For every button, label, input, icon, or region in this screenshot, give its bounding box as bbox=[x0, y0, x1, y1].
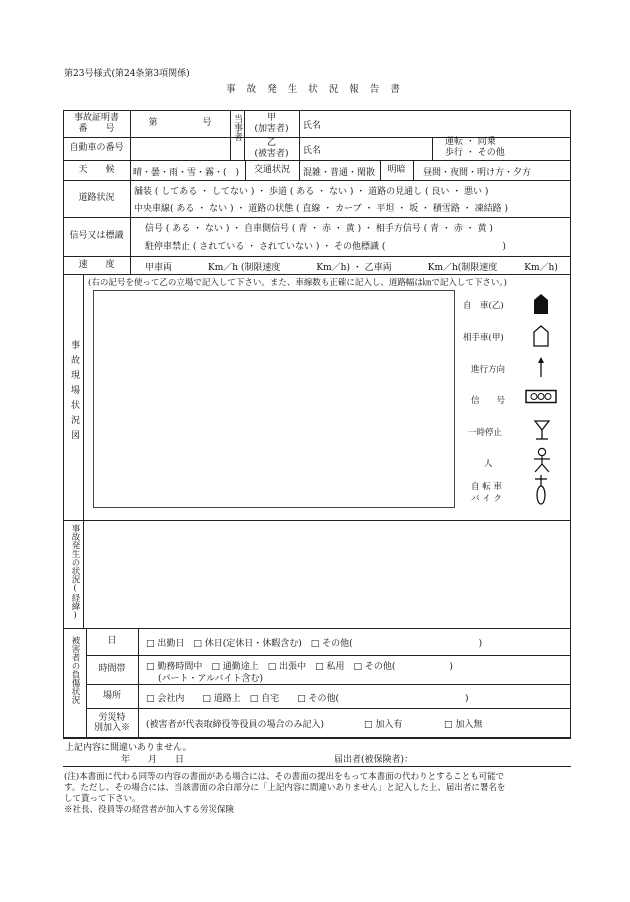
scene-instruction: (右の記号を使って乙の立場で記入して下さい。また、車線数も正確に記入し、道路幅は㎞で記入して下さい。) bbox=[88, 278, 507, 288]
speed-fields[interactable]: 甲車両 Km／h (制限速度 Km／h) ・ 乙車両 Km／h(制限速度 Km／h) bbox=[145, 263, 558, 273]
signal-line1[interactable]: 信号 ( ある ・ ない ) ・ 自車側信号 ( 青 ・ 赤 ・ 黄 ) ・ 相手方信号 ( 青 ・ 赤 ・ 黄 ) bbox=[145, 224, 493, 234]
party-b-line1: 乙 bbox=[266, 138, 276, 149]
party-b-label bbox=[244, 137, 299, 160]
party-b-role-line1: 運転 ・ 同乗 bbox=[445, 137, 496, 147]
light-label: 明暗 bbox=[387, 164, 406, 175]
insurance-yes-checkbox[interactable]: □ 加入有 bbox=[364, 720, 403, 730]
place-options[interactable]: □ 会社内 □ 道路上 □ 自宅 □ その他( ) bbox=[146, 694, 469, 704]
signal-label: 信号又は標識 bbox=[69, 231, 124, 242]
legend-other-car-label: 相手車(甲) bbox=[463, 333, 504, 343]
declaration-text: 上記内容に間違いありません。 bbox=[65, 743, 192, 753]
person-icon bbox=[532, 447, 552, 473]
road-line2[interactable]: 中央車線( ある ・ ない ) ・ 道路の状態 ( 直線 ・ カーブ ・ 平坦 ・ 坂 ・ 積雪路 ・ 凍結路 ) bbox=[134, 204, 508, 214]
row-divider bbox=[63, 274, 571, 275]
party-a-name-label: 氏名 bbox=[303, 121, 322, 131]
car-number-field[interactable] bbox=[131, 138, 229, 159]
party-b-name-label: 氏名 bbox=[303, 146, 322, 156]
victim-group-label: 被害者の負傷状況 bbox=[70, 636, 80, 704]
time-options[interactable]: □ 勤務時間中 □ 通勤途上 □ 出張中 □ 私用 □ その他( ) bbox=[146, 662, 453, 672]
traffic-signal-icon bbox=[525, 389, 557, 405]
insurance-note: (被害者が代表取締役等役員の場合のみ記入) bbox=[146, 720, 325, 730]
party-a-name-field[interactable] bbox=[330, 111, 568, 136]
circumstance-label: 事故発生の状況(経緯) bbox=[70, 524, 80, 621]
legend-own-car-label: 自 車(乙) bbox=[463, 301, 504, 311]
legend-signal-label: 信 号 bbox=[471, 396, 506, 406]
party-a-line2: (加害者) bbox=[254, 123, 289, 134]
row-divider bbox=[86, 708, 571, 709]
applicant-signature-field[interactable] bbox=[425, 746, 565, 764]
col-divider bbox=[83, 274, 84, 628]
row-divider bbox=[63, 628, 571, 629]
row-divider bbox=[63, 160, 571, 161]
light-options[interactable]: 昼間・夜間・明け方・夕方 bbox=[423, 168, 532, 178]
certificate-number-field[interactable]: 第 号 bbox=[148, 118, 212, 129]
own-car-icon bbox=[533, 293, 549, 315]
col-divider bbox=[138, 628, 139, 738]
row-divider bbox=[86, 684, 571, 685]
legend-bicycle-label bbox=[471, 481, 502, 505]
certificate-label bbox=[63, 110, 130, 137]
legend-stop-label: 一時停止 bbox=[468, 428, 503, 438]
party-b-role-line2: 歩行 ・ その他 bbox=[445, 148, 505, 158]
other-car-icon bbox=[533, 325, 549, 347]
traffic-options[interactable]: 混雑・普通・閑散 bbox=[303, 168, 376, 178]
row-divider bbox=[63, 766, 571, 767]
party-b-role[interactable] bbox=[445, 137, 505, 159]
certificate-label-line2: 番 号 bbox=[78, 123, 115, 134]
car-number-label: 自動車の番号 bbox=[69, 143, 124, 154]
party-a-line1: 甲 bbox=[266, 113, 276, 124]
note-line: ※社長、役員等の経営者が加入する労災保険 bbox=[64, 805, 235, 815]
col-divider bbox=[413, 160, 414, 180]
place-label: 場所 bbox=[102, 690, 121, 701]
page-title: 事 故 発 生 状 況 報 告 書 bbox=[226, 84, 404, 95]
traffic-label: 交通状況 bbox=[253, 164, 290, 175]
insurance-label-line2: 別加入※ bbox=[93, 723, 130, 733]
day-options[interactable]: □ 出勤日 □ 休日(定休日・休暇含む) □ その他( ) bbox=[146, 639, 483, 649]
col-divider bbox=[432, 137, 433, 160]
speed-label: 速 度 bbox=[78, 259, 115, 270]
scene-sketch-area[interactable] bbox=[93, 290, 455, 508]
stop-sign-icon bbox=[533, 419, 551, 441]
time-label: 時間帯 bbox=[98, 664, 126, 675]
weather-label: 天 候 bbox=[78, 164, 115, 175]
road-label: 道路状況 bbox=[78, 193, 115, 204]
row-divider bbox=[63, 217, 571, 218]
circumstance-field[interactable] bbox=[85, 522, 569, 626]
date-line[interactable]: 年 月 日 bbox=[121, 755, 185, 765]
weather-options[interactable]: 晴・曇・雨・雪・霧・( ) bbox=[133, 168, 240, 178]
direction-arrow-icon bbox=[535, 356, 547, 378]
col-divider bbox=[299, 160, 300, 180]
certificate-label-line1: 事故証明書 bbox=[73, 113, 119, 124]
time-options-note: (パート・アルバイト含む) bbox=[158, 674, 264, 684]
bicycle-icon bbox=[533, 474, 549, 506]
road-line1[interactable]: 舗装 ( してある ・ してない ) ・ 歩道 ( ある ・ ない ) ・ 道路の見通し ( 良い ・ 悪い ) bbox=[134, 187, 489, 197]
party-b-name-field[interactable] bbox=[330, 138, 430, 159]
row-divider bbox=[63, 738, 571, 739]
party-group-label: 当事者 bbox=[232, 114, 242, 141]
party-b-line2: (被害者) bbox=[254, 148, 289, 159]
row-divider bbox=[63, 180, 571, 181]
note-line: す。ただし、その場合には、当該書面の余白部分に「上記内容に間違いありません」と記入した上、届出者に署名を bbox=[64, 783, 506, 793]
col-divider bbox=[130, 180, 131, 274]
col-divider bbox=[299, 110, 300, 160]
row-divider bbox=[86, 655, 571, 656]
legend-direction-label: 進行方向 bbox=[471, 365, 506, 375]
applicant-label: 届出者(被保険者)： bbox=[334, 755, 414, 765]
scene-label: 事故現場状況図 bbox=[69, 340, 79, 445]
insurance-label bbox=[86, 708, 138, 738]
day-label: 日 bbox=[107, 636, 117, 647]
note-line: して貰って下さい。 bbox=[64, 794, 141, 804]
form-number: 第23号様式(第24条第3項関係) bbox=[64, 69, 190, 79]
party-a-label bbox=[244, 110, 299, 137]
legend-bicycle-line1: 自 転 車 bbox=[471, 482, 502, 492]
insurance-label-line1: 労災特 bbox=[98, 712, 126, 723]
legend-bicycle-line2: バ イ ク bbox=[471, 494, 502, 504]
row-divider bbox=[63, 520, 571, 521]
legend-person-label: 人 bbox=[484, 459, 493, 469]
row-divider bbox=[63, 256, 571, 257]
note-line: (注)本書面に代わる同等の内容の書面がある場合には、その書面の提出をもって本書面の代わりとすることも可能で bbox=[64, 772, 505, 782]
insurance-no-checkbox[interactable]: □ 加入無 bbox=[444, 720, 483, 730]
signal-line2[interactable]: 駐停車禁止 ( されている ・ されていない ) ・ その他標識 ( ) bbox=[145, 242, 506, 252]
